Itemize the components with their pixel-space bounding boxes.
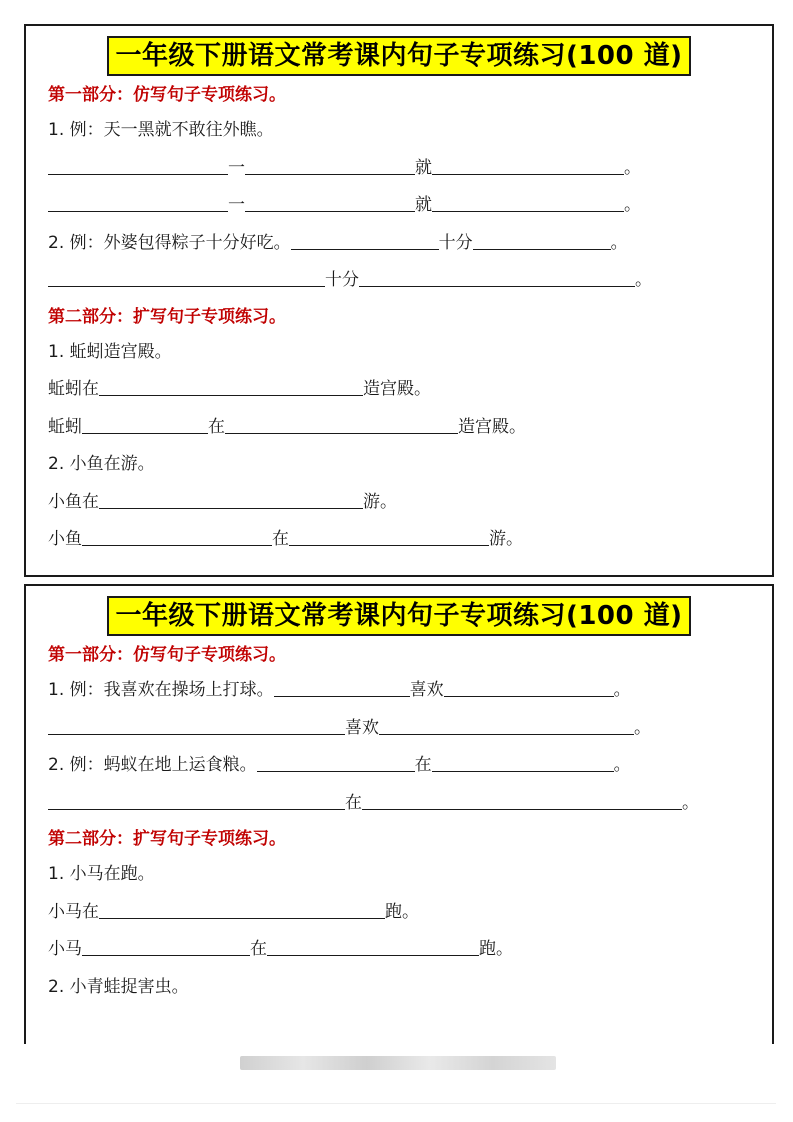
answer-blank[interactable] xyxy=(444,676,614,697)
word-zai: 在 xyxy=(345,792,362,813)
answer-blank[interactable] xyxy=(432,751,614,772)
expand-1-title: 1. 蚯蚓造宫殿。 xyxy=(48,341,172,362)
expand-start: 小马 xyxy=(48,939,82,959)
word-xihuan: 喜欢 xyxy=(345,717,379,738)
word-zai: 在 xyxy=(414,755,432,775)
blurred-footer-watermark xyxy=(240,1056,556,1070)
worksheet-page-2 xyxy=(24,584,774,1044)
answer-blank[interactable] xyxy=(245,191,415,212)
answer-blank[interactable] xyxy=(473,229,611,250)
expand-1-line-b xyxy=(48,931,772,969)
expand-mid: 在 xyxy=(208,416,225,437)
answer-blank[interactable] xyxy=(267,935,479,956)
period: 。 xyxy=(613,755,631,775)
expand-end: 跑。 xyxy=(385,901,419,922)
question-1-answer-line xyxy=(48,710,772,748)
expand-1-line-b xyxy=(48,409,772,447)
worksheet-title: 一年级下册语文常考课内句子专项练习(100 道) xyxy=(107,596,690,636)
expand-mid: 在 xyxy=(250,939,267,959)
answer-blank[interactable] xyxy=(48,154,228,175)
question-1-answer-line-2 xyxy=(48,187,772,225)
title-wrap xyxy=(26,596,772,638)
part2-heading: 第二部分：扩写句子专项练习。 xyxy=(48,306,286,327)
question-2-example-text: 2. 例：外婆包得粽子十分好吃。 xyxy=(48,232,291,253)
answer-blank[interactable] xyxy=(99,488,363,509)
word-jiu: 就 xyxy=(415,195,432,215)
answer-blank[interactable] xyxy=(48,266,325,287)
answer-blank[interactable] xyxy=(291,229,439,250)
expand-start: 蚯蚓在 xyxy=(48,379,99,399)
expand-end: 跑。 xyxy=(479,939,513,959)
answer-blank[interactable] xyxy=(48,714,345,735)
period: 。 xyxy=(610,232,628,253)
part2-heading: 第二部分：扩写句子专项练习。 xyxy=(48,829,286,849)
worksheet-page-1 xyxy=(24,24,774,577)
answer-blank[interactable] xyxy=(48,191,228,212)
expand-end: 造宫殿。 xyxy=(363,379,431,399)
worksheet-title: 一年级下册语文常考课内句子专项练习(100 道) xyxy=(107,36,690,76)
expand-start: 小鱼在 xyxy=(48,491,99,512)
word-shifen: 十分 xyxy=(438,232,473,253)
answer-blank[interactable] xyxy=(359,266,635,287)
period: 。 xyxy=(613,680,631,700)
word-yi: 一 xyxy=(228,195,245,215)
part1-heading: 第一部分：仿写句子专项练习。 xyxy=(48,85,286,105)
expand-start: 蚯蚓 xyxy=(48,416,82,437)
question-2-example xyxy=(48,747,772,785)
expand-start: 小鱼 xyxy=(48,529,82,549)
expand-1-line-a xyxy=(48,371,772,409)
answer-blank[interactable] xyxy=(432,191,624,212)
footer-divider xyxy=(16,1103,776,1104)
word-shifen: 十分 xyxy=(325,270,359,290)
period: 。 xyxy=(624,195,641,215)
expand-2-line-b xyxy=(48,521,772,559)
word-jiu: 就 xyxy=(415,157,432,178)
word-xihuan: 喜欢 xyxy=(409,680,444,700)
answer-blank[interactable] xyxy=(225,413,458,434)
question-1-example: 1. 例：天一黑就不敢往外瞧。 xyxy=(48,120,274,140)
answer-blank[interactable] xyxy=(379,714,634,735)
question-2-example-text: 2. 例：蚂蚁在地上运食粮。 xyxy=(48,755,257,775)
expand-1-title: 1. 小马在跑。 xyxy=(48,864,155,884)
question-2-example xyxy=(48,225,772,263)
expand-1-line-a xyxy=(48,894,772,932)
period: 。 xyxy=(624,157,641,178)
period: 。 xyxy=(634,717,651,738)
expand-start: 小马在 xyxy=(48,901,99,922)
answer-blank[interactable] xyxy=(82,935,250,956)
answer-blank[interactable] xyxy=(99,375,363,396)
answer-blank[interactable] xyxy=(289,525,489,546)
word-yi: 一 xyxy=(228,157,245,178)
answer-blank[interactable] xyxy=(432,154,624,175)
expand-end: 游。 xyxy=(489,529,523,549)
answer-blank[interactable] xyxy=(274,676,410,697)
answer-blank[interactable] xyxy=(245,154,415,175)
expand-mid: 在 xyxy=(272,529,289,549)
answer-blank[interactable] xyxy=(82,413,208,434)
question-1-answer-line-1 xyxy=(48,150,772,188)
answer-blank[interactable] xyxy=(99,898,385,919)
question-1-example-text: 1. 例：我喜欢在操场上打球。 xyxy=(48,680,274,700)
question-2-answer-line xyxy=(48,262,772,300)
answer-blank[interactable] xyxy=(257,751,415,772)
title-wrap xyxy=(26,36,772,78)
question-2-answer-line xyxy=(48,785,772,823)
period: 。 xyxy=(635,270,652,290)
answer-blank[interactable] xyxy=(362,789,682,810)
expand-2-title: 2. 小鱼在游。 xyxy=(48,454,155,474)
expand-end: 造宫殿。 xyxy=(458,416,526,437)
answer-blank[interactable] xyxy=(82,525,272,546)
question-1-example xyxy=(48,672,772,710)
part1-heading: 第一部分：仿写句子专项练习。 xyxy=(48,645,286,665)
expand-end: 游。 xyxy=(363,491,397,512)
period: 。 xyxy=(682,792,699,813)
expand-2-line-a xyxy=(48,484,772,522)
answer-blank[interactable] xyxy=(48,789,345,810)
expand-2-title: 2. 小青蛙捉害虫。 xyxy=(48,976,189,997)
